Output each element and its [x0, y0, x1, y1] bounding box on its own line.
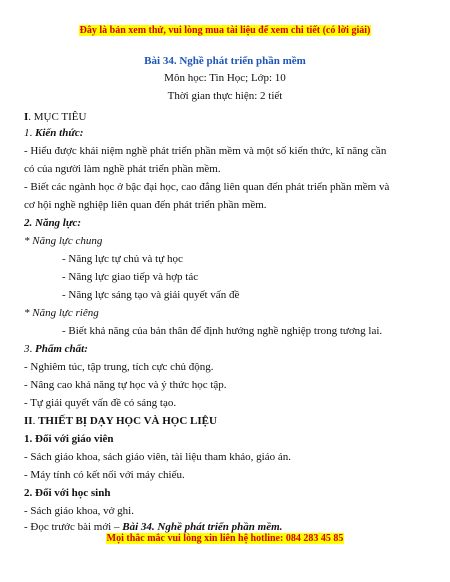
- section-2-heading: II. THIẾT BỊ DẠY HỌC VÀ HỌC LIỆU: [24, 415, 217, 427]
- list-item: - Năng lực giao tiếp và hợp tác: [62, 271, 199, 283]
- list-item: - Năng lực sáng tạo và giải quyết vấn đề: [62, 289, 240, 301]
- subject-line: Môn học: Tin Học; Lớp: 10: [164, 72, 286, 84]
- qualities-heading: 3. Phẩm chất:: [24, 343, 88, 355]
- teacher-heading: 1. Đối với giáo viên: [24, 433, 114, 445]
- knowledge-line: - Biết các ngành học ở bậc đại học, cao đẳng liên quan đến phát triển phần mềm và: [24, 181, 390, 193]
- list-item: - Nghiêm túc, tập trung, tích cực chủ động.: [24, 361, 214, 373]
- list-item: - Đọc trước bài mới – Bài 34. Nghề phát triển phần mềm.: [24, 521, 283, 533]
- knowledge-line: có của người làm nghề phát triển phần mềm.: [24, 163, 221, 175]
- specific-competence-heading: * Năng lực riêng: [24, 307, 99, 319]
- list-item: - Tự giải quyết vấn đề có sáng tạo.: [24, 397, 177, 409]
- knowledge-line: cơ hội nghề nghiệp liên quan đến phát triển phần mềm.: [24, 199, 267, 211]
- knowledge-heading: 1. Kiến thức:: [24, 127, 84, 139]
- knowledge-line: - Hiểu được khái niệm nghề phát triển phần mềm và một số kiến thức, kĩ năng cần: [24, 145, 387, 157]
- list-item: - Nâng cao khả năng tự học và ý thức học tập.: [24, 379, 227, 391]
- list-item: - Sách giáo khoa, vở ghi.: [24, 505, 134, 517]
- lesson-title: Bài 34. Nghề phát triển phần mềm: [144, 55, 306, 67]
- hotline-banner: Mọi thắc mắc vui lòng xin liên hệ hotline: 084 283 45 85: [106, 533, 344, 544]
- preview-banner: Đây là bản xem thử, vui lòng mua tài liệu để xem chi tiết (có lời giải): [79, 25, 371, 36]
- student-heading: 2. Đối với học sinh: [24, 487, 111, 499]
- list-item: - Máy tính có kết nối với máy chiếu.: [24, 469, 185, 481]
- list-item: - Sách giáo khoa, sách giáo viên, tài liệu tham khảo, giáo án.: [24, 451, 291, 463]
- competence-heading: 2. Năng lực:: [24, 217, 82, 229]
- list-item: - Năng lực tự chủ và tự học: [62, 253, 183, 265]
- duration-line: Thời gian thực hiện: 2 tiết: [167, 90, 283, 102]
- section-1-heading: I. MỤC TIÊU: [24, 111, 87, 123]
- list-item: - Biết khả năng của bản thân để định hướng nghề nghiệp trong tương lai.: [62, 325, 383, 337]
- general-competence-heading: * Năng lực chung: [24, 235, 103, 247]
